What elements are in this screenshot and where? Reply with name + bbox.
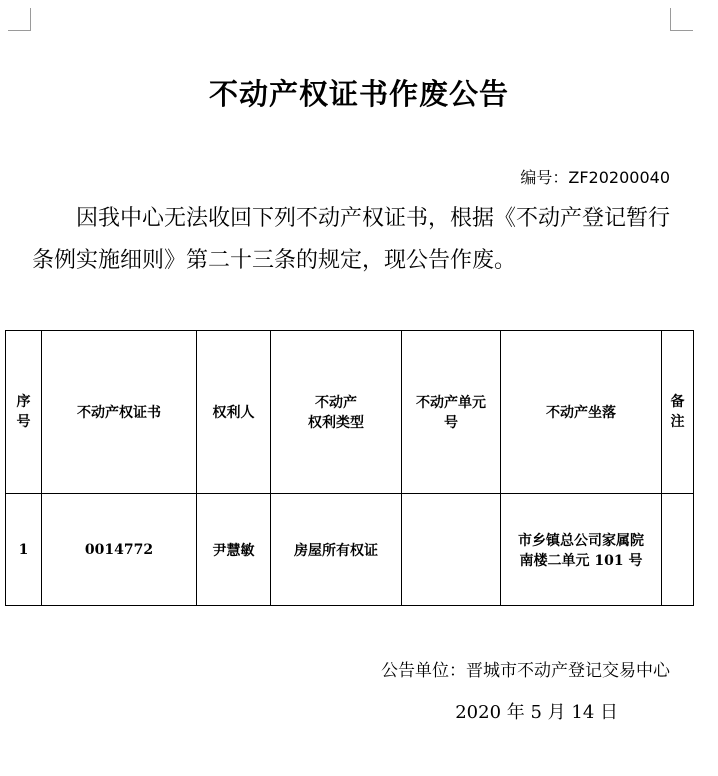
issuing-unit: 公告单位：晋城市不动产登记交易中心 <box>381 661 670 681</box>
cell-unit-no <box>402 494 501 606</box>
page-title: 不动产权证书作废公告 <box>208 77 509 111</box>
cell-cert: 0014772 <box>42 494 197 606</box>
header-seq: 序号 <box>6 331 42 494</box>
cell-location: 市乡镇总公司家属院 南楼二单元 101 号 <box>501 494 662 606</box>
notice-paragraph: 因我中心无法收回下列不动产权证书，根据《不动产登记暂行条例实施细则》第二十三条的规定，现公告作废。 <box>32 206 671 273</box>
header-cert: 不动产权证书 <box>42 331 197 494</box>
header-owner: 权利人 <box>197 331 271 494</box>
cell-owner: 尹慧敏 <box>197 494 271 606</box>
cell-remark <box>662 494 694 606</box>
void-certificate-table <box>5 330 694 606</box>
table-header-row <box>6 331 694 494</box>
header-remark: 备注 <box>662 331 694 494</box>
crop-mark-top-left <box>8 8 31 31</box>
table-row <box>6 494 694 606</box>
header-unit-no: 不动产单元 号 <box>402 331 501 494</box>
document-number: 编号：ZF20200040 <box>520 168 670 187</box>
header-right-type: 不动产 权利类型 <box>271 331 402 494</box>
cell-right-type: 房屋所有权证 <box>271 494 402 606</box>
crop-mark-top-right <box>670 8 693 31</box>
cell-seq: 1 <box>6 494 42 606</box>
issue-date: 2020 年 5 月 14 日 <box>455 702 618 723</box>
header-location: 不动产坐落 <box>501 331 662 494</box>
